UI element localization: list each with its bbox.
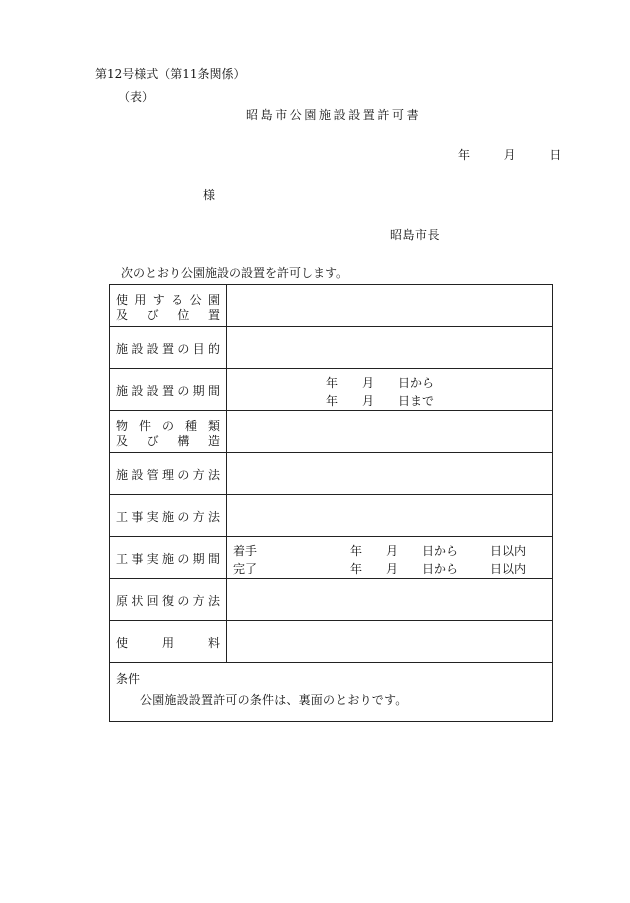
row-label bbox=[110, 495, 227, 536]
row-label bbox=[110, 369, 227, 410]
label-line: 施 設 設 置 の 目 的 bbox=[116, 342, 220, 356]
table-row-structure bbox=[110, 411, 552, 453]
label-line: 物 件 の 種 類 bbox=[116, 419, 220, 433]
row-label bbox=[110, 537, 227, 578]
construction-start-prefix: 着手 bbox=[233, 544, 258, 558]
row-label bbox=[110, 579, 227, 620]
period-start-suffix: 日から bbox=[398, 376, 435, 390]
construction-start-suffix: 日から bbox=[422, 544, 459, 558]
period-end-year: 年 bbox=[326, 394, 339, 408]
conditions-text: 公園施設設置許可の条件は、裏面のとおりです。 bbox=[140, 693, 408, 707]
period-start-year: 年 bbox=[326, 376, 339, 390]
table-row-location bbox=[110, 285, 552, 327]
date-year-label: 年 bbox=[458, 148, 471, 162]
label-line: 及 び 構 造 bbox=[116, 434, 220, 448]
row-label bbox=[110, 411, 227, 452]
construction-end-year: 年 bbox=[350, 562, 363, 576]
label-line: 及 び 位 置 bbox=[116, 308, 220, 322]
table-row-fee bbox=[110, 621, 552, 663]
date-month-label: 月 bbox=[503, 148, 516, 162]
period-end-month: 月 bbox=[362, 394, 375, 408]
date-day-label: 日 bbox=[549, 148, 562, 162]
form-number: 第12号様式（第11条関係） bbox=[95, 67, 246, 81]
label-line: 施 設 設 置 の 期 間 bbox=[116, 384, 220, 398]
label-line: 施 設 管 理 の 方 法 bbox=[116, 468, 220, 482]
row-label bbox=[110, 621, 227, 662]
table-row-purpose bbox=[110, 327, 552, 369]
construction-end-suffix: 日から bbox=[422, 562, 459, 576]
conditions-heading: 条件 bbox=[116, 672, 141, 686]
construction-end-month: 月 bbox=[386, 562, 399, 576]
intro-text: 次のとおり公園施設の設置を許可します。 bbox=[121, 266, 349, 280]
construction-start-year: 年 bbox=[350, 544, 363, 558]
construction-start-tail: 日以内 bbox=[490, 544, 527, 558]
table-row-period bbox=[110, 369, 552, 411]
side-label: （表） bbox=[118, 90, 155, 104]
table-row-construction-period bbox=[110, 537, 552, 579]
table-row-management bbox=[110, 453, 552, 495]
permit-table bbox=[109, 284, 553, 722]
date-line bbox=[458, 149, 561, 161]
table-row-conditions bbox=[110, 663, 552, 721]
table-row-restoration bbox=[110, 579, 552, 621]
row-label bbox=[110, 285, 227, 326]
construction-end-tail: 日以内 bbox=[490, 562, 527, 576]
label-line: 原 状 回 復 の 方 法 bbox=[116, 594, 220, 608]
issuer-name: 昭島市長 bbox=[390, 228, 441, 242]
label-line: 工 事 実 施 の 期 間 bbox=[116, 552, 220, 566]
document-title: 昭島市公園施設設置許可書 bbox=[246, 108, 422, 122]
period-end-suffix: 日まで bbox=[398, 394, 435, 408]
period-start-month: 月 bbox=[362, 376, 375, 390]
label-line: 工 事 実 施 の 方 法 bbox=[116, 510, 220, 524]
label-line: 使 用 料 bbox=[116, 636, 220, 650]
construction-start-month: 月 bbox=[386, 544, 399, 558]
row-label bbox=[110, 327, 227, 368]
row-label bbox=[110, 453, 227, 494]
addressee-honorific: 様 bbox=[203, 188, 216, 202]
label-line: 使 用 す る 公 園 bbox=[116, 293, 220, 307]
construction-end-prefix: 完了 bbox=[233, 562, 258, 576]
table-row-construction-method bbox=[110, 495, 552, 537]
